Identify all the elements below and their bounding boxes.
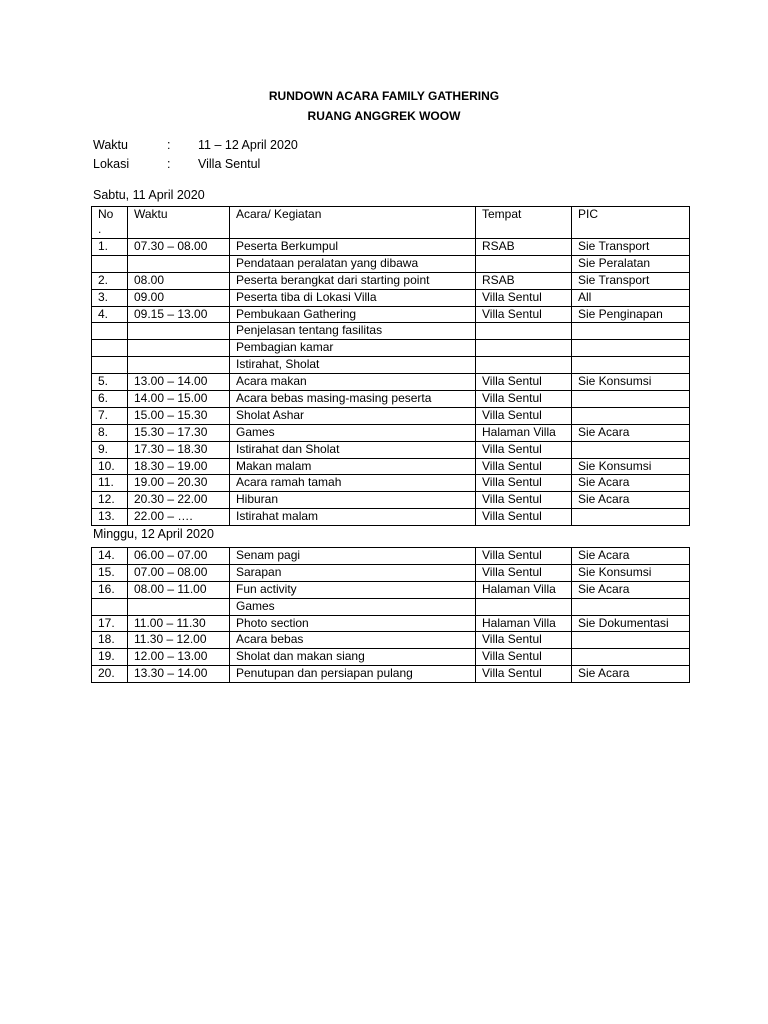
header-no: No .: [92, 207, 128, 239]
cell-waktu: 22.00 – ….: [128, 509, 230, 526]
table-row: [92, 458, 690, 475]
table-row: [92, 475, 690, 492]
table-row: [92, 649, 690, 666]
cell-pic: Sie Acara: [572, 475, 690, 492]
cell-no: 5.: [92, 374, 128, 391]
cell-acara: Pembagian kamar: [230, 340, 476, 357]
cell-no: 14.: [92, 548, 128, 565]
header-acara: Acara/ Kegiatan: [230, 207, 476, 239]
day1-label: Sabtu, 11 April 2020: [93, 188, 205, 202]
cell-no: 9.: [92, 441, 128, 458]
table-row: [92, 424, 690, 441]
cell-tempat: [476, 323, 572, 340]
table-row: [92, 509, 690, 526]
cell-no: 15.: [92, 564, 128, 581]
cell-tempat: Villa Sentul: [476, 306, 572, 323]
day2-rows: [92, 548, 690, 683]
cell-pic: Sie Peralatan: [572, 255, 690, 272]
cell-pic: [572, 441, 690, 458]
cell-acara: Istirahat dan Sholat: [230, 441, 476, 458]
cell-no: 18.: [92, 632, 128, 649]
cell-pic: Sie Acara: [572, 424, 690, 441]
cell-pic: [572, 598, 690, 615]
cell-waktu: 07.30 – 08.00: [128, 239, 230, 256]
cell-acara: Istirahat malam: [230, 509, 476, 526]
cell-waktu: 14.00 – 15.00: [128, 391, 230, 408]
table-row: [92, 357, 690, 374]
cell-waktu: 17.30 – 18.30: [128, 441, 230, 458]
cell-waktu: [128, 598, 230, 615]
cell-tempat: Villa Sentul: [476, 458, 572, 475]
cell-acara: Pembukaan Gathering: [230, 306, 476, 323]
cell-no: 11.: [92, 475, 128, 492]
cell-waktu: 09.00: [128, 289, 230, 306]
table-row: [92, 323, 690, 340]
waktu-label: Waktu: [93, 138, 128, 152]
table-row: [92, 632, 690, 649]
cell-no: 19.: [92, 649, 128, 666]
cell-tempat: RSAB: [476, 239, 572, 256]
cell-waktu: 20.30 – 22.00: [128, 492, 230, 509]
cell-tempat: Villa Sentul: [476, 391, 572, 408]
cell-acara: Pendataan peralatan yang dibawa: [230, 255, 476, 272]
table-row: [92, 564, 690, 581]
cell-tempat: Villa Sentul: [476, 475, 572, 492]
cell-no: 1.: [92, 239, 128, 256]
cell-no: 8.: [92, 424, 128, 441]
cell-waktu: [128, 340, 230, 357]
cell-no: 2.: [92, 272, 128, 289]
document-title: RUNDOWN ACARA FAMILY GATHERING: [268, 89, 500, 103]
cell-acara: Sholat dan makan siang: [230, 649, 476, 666]
cell-no: [92, 255, 128, 272]
cell-tempat: Villa Sentul: [476, 632, 572, 649]
cell-no: 13.: [92, 509, 128, 526]
cell-tempat: [476, 598, 572, 615]
cell-acara: Acara bebas masing-masing peserta: [230, 391, 476, 408]
table-row: [92, 272, 690, 289]
cell-no: [92, 340, 128, 357]
cell-pic: Sie Konsumsi: [572, 458, 690, 475]
day1-rows: [92, 239, 690, 526]
cell-no: 10.: [92, 458, 128, 475]
cell-waktu: 09.15 – 13.00: [128, 306, 230, 323]
cell-tempat: Halaman Villa: [476, 581, 572, 598]
cell-tempat: [476, 255, 572, 272]
table-row: [92, 492, 690, 509]
cell-acara: Makan malam: [230, 458, 476, 475]
cell-tempat: Halaman Villa: [476, 424, 572, 441]
cell-acara: Peserta tiba di Lokasi Villa: [230, 289, 476, 306]
cell-tempat: Villa Sentul: [476, 509, 572, 526]
table-row: [92, 239, 690, 256]
cell-waktu: 11.30 – 12.00: [128, 632, 230, 649]
cell-no: [92, 598, 128, 615]
cell-no: [92, 357, 128, 374]
cell-acara: Games: [230, 424, 476, 441]
header-pic: PIC: [572, 207, 690, 239]
cell-waktu: [128, 255, 230, 272]
cell-pic: Sie Transport: [572, 272, 690, 289]
table-row: [92, 615, 690, 632]
table-row: [92, 407, 690, 424]
cell-pic: Sie Penginapan: [572, 306, 690, 323]
cell-pic: [572, 391, 690, 408]
cell-acara: Photo section: [230, 615, 476, 632]
cell-waktu: 15.00 – 15.30: [128, 407, 230, 424]
cell-waktu: 18.30 – 19.00: [128, 458, 230, 475]
cell-acara: Sholat Ashar: [230, 407, 476, 424]
cell-tempat: Villa Sentul: [476, 441, 572, 458]
cell-no: 4.: [92, 306, 128, 323]
cell-waktu: 08.00: [128, 272, 230, 289]
waktu-value: 11 – 12 April 2020: [198, 138, 298, 152]
cell-acara: Acara makan: [230, 374, 476, 391]
cell-no: 7.: [92, 407, 128, 424]
cell-waktu: 13.00 – 14.00: [128, 374, 230, 391]
cell-pic: [572, 509, 690, 526]
cell-waktu: 11.00 – 11.30: [128, 615, 230, 632]
cell-waktu: [128, 357, 230, 374]
cell-tempat: Villa Sentul: [476, 374, 572, 391]
cell-waktu: 08.00 – 11.00: [128, 581, 230, 598]
cell-pic: Sie Konsumsi: [572, 374, 690, 391]
cell-no: [92, 323, 128, 340]
table-row: [92, 548, 690, 565]
cell-acara: Penjelasan tentang fasilitas: [230, 323, 476, 340]
cell-tempat: Villa Sentul: [476, 492, 572, 509]
cell-pic: Sie Transport: [572, 239, 690, 256]
cell-no: 20.: [92, 666, 128, 683]
cell-pic: Sie Konsumsi: [572, 564, 690, 581]
cell-no: 16.: [92, 581, 128, 598]
day1-schedule-table: [91, 206, 690, 526]
cell-pic: Sie Dokumentasi: [572, 615, 690, 632]
cell-pic: Sie Acara: [572, 492, 690, 509]
cell-no: 12.: [92, 492, 128, 509]
cell-acara: Acara bebas: [230, 632, 476, 649]
cell-tempat: Villa Sentul: [476, 289, 572, 306]
cell-waktu: 19.00 – 20.30: [128, 475, 230, 492]
document-subtitle: RUANG ANGGREK WOOW: [307, 109, 461, 123]
cell-tempat: [476, 357, 572, 374]
lokasi-label: Lokasi: [93, 157, 130, 171]
table-row: [92, 289, 690, 306]
cell-acara: Istirahat, Sholat: [230, 357, 476, 374]
cell-acara: Hiburan: [230, 492, 476, 509]
table-row: [92, 666, 690, 683]
table-row: [92, 598, 690, 615]
cell-waktu: 07.00 – 08.00: [128, 564, 230, 581]
cell-tempat: [476, 340, 572, 357]
table-row: [92, 581, 690, 598]
cell-acara: Acara ramah tamah: [230, 475, 476, 492]
cell-pic: [572, 632, 690, 649]
cell-acara: Fun activity: [230, 581, 476, 598]
cell-tempat: Villa Sentul: [476, 564, 572, 581]
cell-no: 6.: [92, 391, 128, 408]
cell-acara: Games: [230, 598, 476, 615]
cell-pic: [572, 649, 690, 666]
cell-tempat: RSAB: [476, 272, 572, 289]
cell-acara: Penutupan dan persiapan pulang: [230, 666, 476, 683]
cell-tempat: Halaman Villa: [476, 615, 572, 632]
cell-waktu: 12.00 – 13.00: [128, 649, 230, 666]
cell-acara: Peserta Berkumpul: [230, 239, 476, 256]
cell-tempat: Villa Sentul: [476, 649, 572, 666]
table-row: [92, 374, 690, 391]
cell-acara: Sarapan: [230, 564, 476, 581]
cell-no: 3.: [92, 289, 128, 306]
lokasi-colon: :: [167, 157, 171, 171]
table-row: [92, 441, 690, 458]
header-row: [92, 207, 690, 239]
cell-no: 17.: [92, 615, 128, 632]
table-row: [92, 340, 690, 357]
lokasi-value: Villa Sentul: [198, 157, 261, 171]
header-tempat: Tempat: [476, 207, 572, 239]
cell-tempat: Villa Sentul: [476, 666, 572, 683]
waktu-colon: :: [167, 138, 171, 152]
cell-tempat: Villa Sentul: [476, 548, 572, 565]
cell-pic: [572, 323, 690, 340]
cell-pic: All: [572, 289, 690, 306]
cell-pic: [572, 407, 690, 424]
cell-tempat: Villa Sentul: [476, 407, 572, 424]
cell-waktu: 15.30 – 17.30: [128, 424, 230, 441]
day2-label: Minggu, 12 April 2020: [93, 527, 214, 541]
cell-pic: Sie Acara: [572, 548, 690, 565]
cell-waktu: 13.30 – 14.00: [128, 666, 230, 683]
cell-acara: Senam pagi: [230, 548, 476, 565]
cell-acara: Peserta berangkat dari starting point: [230, 272, 476, 289]
day2-schedule-table: [91, 547, 690, 683]
cell-waktu: [128, 323, 230, 340]
table-row: [92, 306, 690, 323]
table-row: [92, 391, 690, 408]
table-row: [92, 255, 690, 272]
cell-pic: Sie Acara: [572, 581, 690, 598]
header-waktu: Waktu: [128, 207, 230, 239]
cell-pic: [572, 357, 690, 374]
cell-pic: [572, 340, 690, 357]
cell-waktu: 06.00 – 07.00: [128, 548, 230, 565]
cell-pic: Sie Acara: [572, 666, 690, 683]
